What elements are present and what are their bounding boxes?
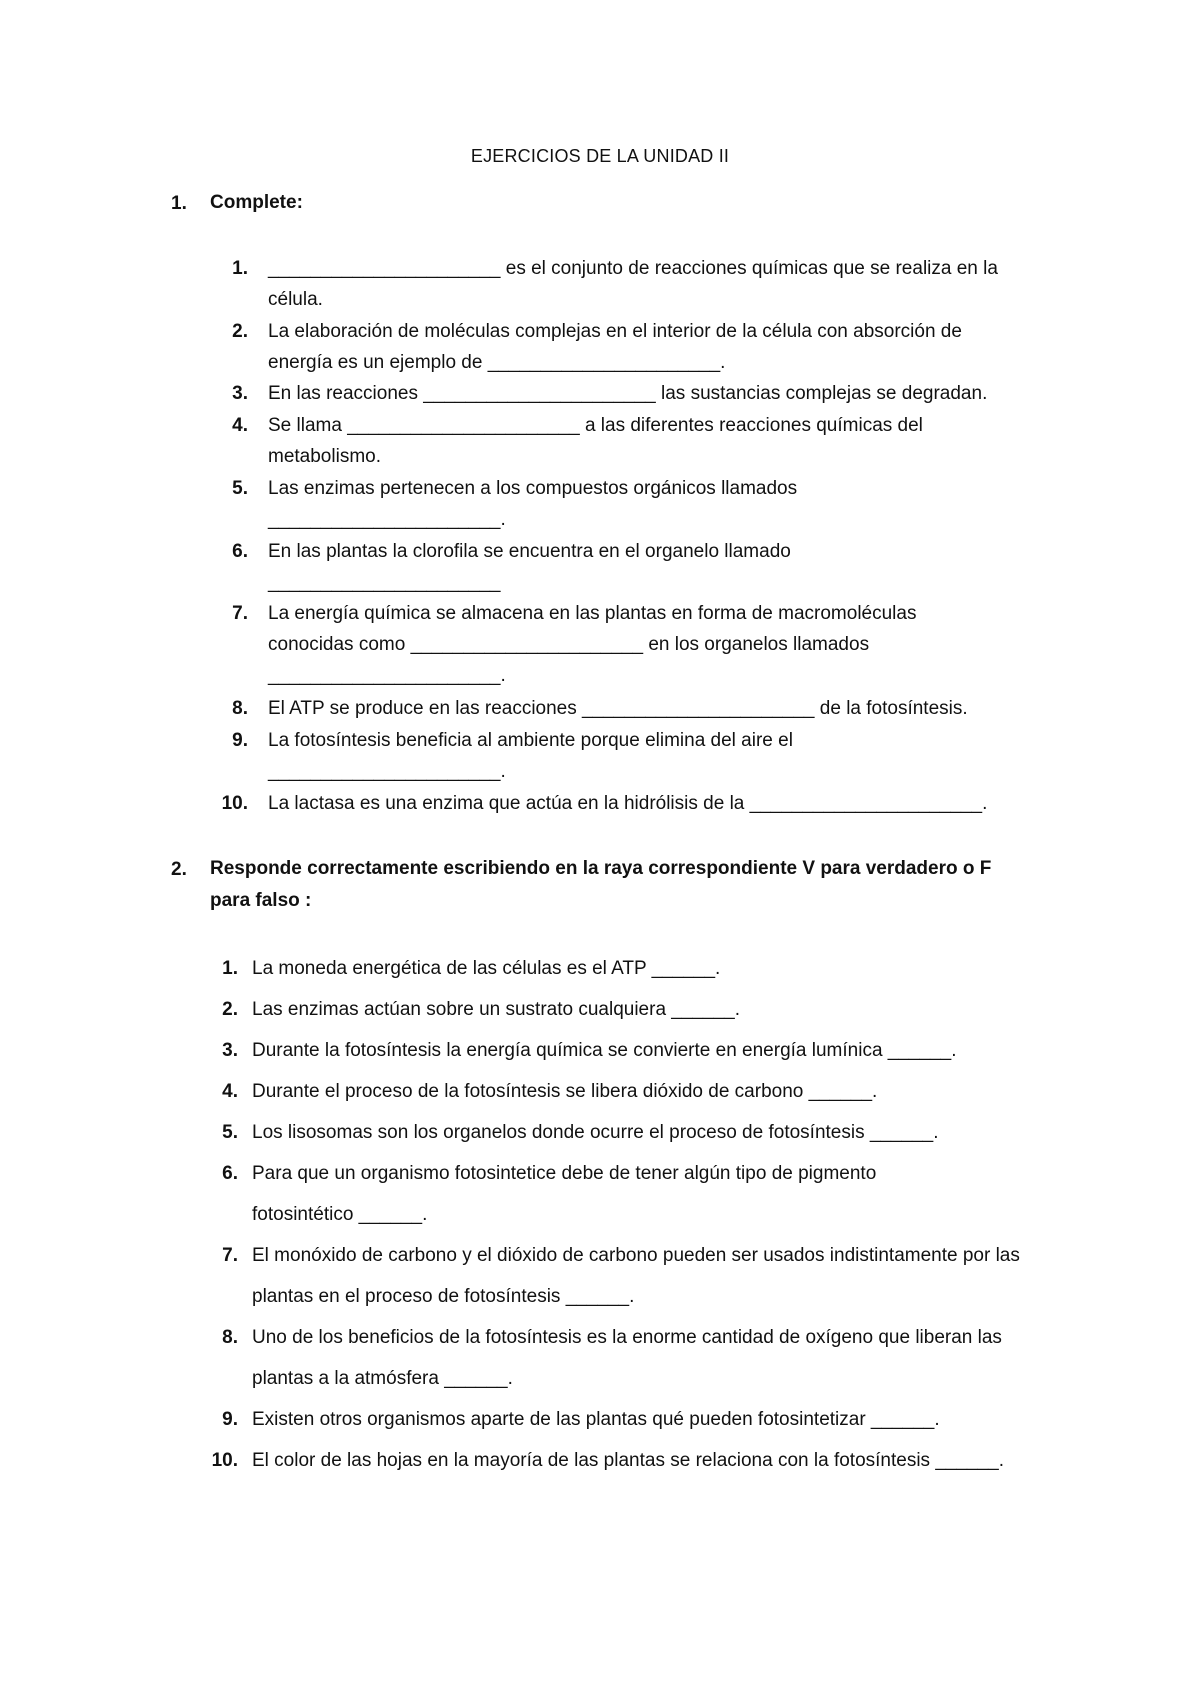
item-number: 9. <box>222 1409 238 1430</box>
item-text: El ATP se produce en las reacciones ______________________ de la fotosíntesis. <box>268 698 968 719</box>
item-number: 6. <box>222 1163 238 1184</box>
item-text: Uno de los beneficios de la fotosíntesis es la enorme cantidad de oxígeno que liberan las plantas a la atmósfera ______. <box>252 1327 1002 1389</box>
item-number: 3. <box>232 383 248 404</box>
item-text: En las reacciones ______________________ las sustancias complejas se degradan. <box>268 383 988 404</box>
item-text: El color de las hojas en la mayoría de las plantas se relaciona con la fotosíntesis ______. <box>252 1450 1005 1471</box>
item-text: Durante la fotosíntesis la energía química se convierte en energía lumínica ______. <box>252 1040 957 1061</box>
item-text: La energía química se almacena en las plantas en forma de macromoléculas conocidas como ______________________ en los organelos llamados ______________________. <box>268 603 917 686</box>
item-text: El monóxido de carbono y el dióxido de carbono pueden ser usados indistintamente por las plantas en el proceso de fotosíntesis ______. <box>252 1245 1020 1307</box>
item-text: La moneda energética de las células es el ATP ______. <box>252 958 721 979</box>
item-text: La elaboración de moléculas complejas en el interior de la célula con absorción de energía es un ejemplo de ______________________. <box>268 321 962 373</box>
item-text: La lactasa es una enzima que actúa en la hidrólisis de la ______________________. <box>268 793 988 814</box>
item-number: 8. <box>222 1327 238 1348</box>
item-number: 7. <box>232 603 248 624</box>
item-text: Las enzimas actúan sobre un sustrato cualquiera ______. <box>252 999 740 1020</box>
item-number: 2. <box>232 321 248 342</box>
item-number: 10. <box>211 1450 238 1471</box>
item-number: 9. <box>232 730 248 751</box>
item-text: Durante el proceso de la fotosíntesis se libera dióxido de carbono ______. <box>252 1081 878 1102</box>
item-number: 4. <box>232 415 248 436</box>
item-number: 5. <box>232 478 248 499</box>
item-number: 1. <box>232 258 248 279</box>
item-number: 2. <box>222 999 238 1020</box>
item-text: Se llama ______________________ a las diferentes reacciones químicas del metabolismo. <box>268 415 923 467</box>
item-number: 6. <box>232 541 248 562</box>
item-number: 5. <box>222 1122 238 1143</box>
item-number: 4. <box>222 1081 238 1102</box>
item-text: Los lisosomas son los organelos donde ocurre el proceso de fotosíntesis ______. <box>252 1122 939 1143</box>
item-number: 3. <box>222 1040 238 1061</box>
item-text: Para que un organismo fotosintetice debe de tener algún tipo de pigmento fotosintético ______. <box>252 1163 877 1225</box>
item-text: Existen otros organismos aparte de las plantas qué pueden fotosintetizar ______. <box>252 1409 940 1430</box>
item-text: La fotosíntesis beneficia al ambiente porque elimina del aire el ______________________. <box>268 730 793 782</box>
item-number: 10. <box>221 793 248 814</box>
page-title: EJERCICIOS DE LA UNIDAD II <box>470 146 730 166</box>
section-2-heading: Responde correctamente escribiendo en la raya correspondiente V para verdadero o F para falso : <box>210 858 992 911</box>
section-1-heading: Complete: <box>210 192 303 213</box>
item-number: 1. <box>222 958 238 979</box>
item-number: 8. <box>232 698 248 719</box>
section-2-number: 2. <box>171 859 187 880</box>
item-text: En las plantas la clorofila se encuentra en el organelo llamado ______________________ <box>268 541 791 593</box>
item-number: 7. <box>222 1245 238 1266</box>
item-text: ______________________ es el conjunto de reacciones químicas que se realiza en la célula. <box>268 258 998 310</box>
item-text: Las enzimas pertenecen a los compuestos orgánicos llamados ______________________. <box>268 478 798 530</box>
section-1-number: 1. <box>171 193 187 214</box>
